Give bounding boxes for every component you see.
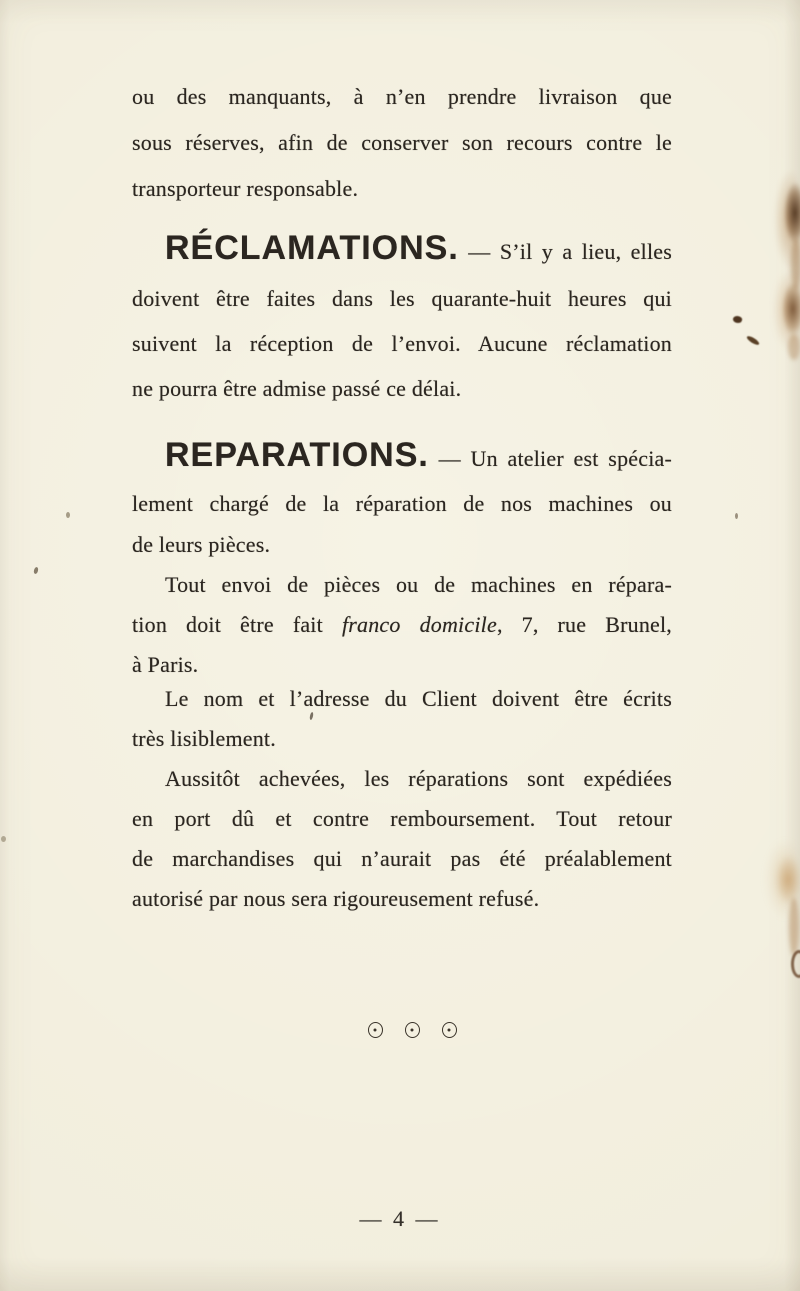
paper-stain bbox=[789, 898, 799, 956]
paper-stain bbox=[774, 170, 800, 270]
page-text-block bbox=[132, 0, 672, 919]
circled-dot-ornament-icon bbox=[442, 1022, 457, 1038]
section-heading-line bbox=[132, 427, 672, 483]
ornament-row bbox=[142, 1022, 682, 1038]
paper-speck bbox=[735, 513, 738, 519]
text-line: de marchandises qui n’aurait pas été préalablement bbox=[132, 846, 672, 871]
heading-tail-text: — S’il y a lieu, elles bbox=[458, 239, 672, 264]
circled-dot-ornament-icon bbox=[368, 1022, 383, 1038]
paragraph-returns bbox=[132, 759, 672, 919]
paper-stain bbox=[791, 950, 800, 978]
heading-tail-text: — Un atelier est spécia- bbox=[428, 446, 672, 471]
text-line: de leurs pièces. bbox=[132, 532, 271, 557]
section-reclamations bbox=[132, 220, 672, 411]
text-line: Aussitôt achevées, les réparations sont expédiées bbox=[165, 766, 672, 791]
text-line: lement chargé de la réparation de nos machines ou bbox=[132, 491, 672, 516]
section-heading-reparations: REPARATIONS. bbox=[165, 436, 429, 474]
paragraph-shipping bbox=[132, 565, 672, 685]
text-line: en port dû et contre remboursement. Tout retour bbox=[132, 806, 672, 831]
text-line bbox=[132, 605, 672, 645]
text-line: transporteur responsable. bbox=[132, 176, 359, 201]
text-line: sous réserves, afin de conserver son recours contre le bbox=[132, 130, 672, 155]
section-heading-line bbox=[132, 220, 672, 276]
paper-stain bbox=[773, 270, 800, 350]
paper-speck bbox=[746, 335, 761, 347]
text-segment: tion doit être fait bbox=[132, 612, 342, 637]
text-line: Tout envoi de pièces ou de machines en répara- bbox=[165, 572, 672, 597]
italic-phrase-franco-domicile: franco domicile bbox=[341, 612, 497, 637]
text-line: suivent la réception de l’envoi. Aucune réclamation bbox=[132, 331, 672, 356]
paper-stain bbox=[788, 334, 800, 360]
text-line: très lisiblement. bbox=[132, 726, 276, 751]
section-heading-reclamations: RÉCLAMATIONS. bbox=[165, 229, 459, 267]
paper-speck bbox=[1, 836, 6, 842]
paragraph-address bbox=[132, 679, 672, 759]
text-line: à Paris. bbox=[132, 652, 199, 677]
paper-stain bbox=[791, 238, 800, 290]
text-segment: , 7, rue Brunel, bbox=[496, 612, 673, 637]
text-line: doivent être faites dans les quarante-huit heures qui bbox=[132, 286, 672, 311]
text-line: autorisé par nous sera rigoureusement refusé. bbox=[132, 886, 540, 911]
paper-stain bbox=[784, 182, 800, 244]
paper-stain bbox=[782, 282, 800, 336]
paper-speck bbox=[732, 315, 743, 325]
paper-stain bbox=[766, 840, 800, 918]
circled-dot-ornament-icon bbox=[405, 1022, 420, 1038]
paper-speck bbox=[66, 512, 70, 518]
paragraph-intro-continuation bbox=[132, 74, 672, 212]
text-line: Le nom et l’adresse du Client doivent être écrits bbox=[165, 686, 672, 711]
text-line: ou des manquants, à n’en prendre livraison que bbox=[132, 84, 672, 109]
text-line: ne pourra être admise passé ce délai. bbox=[132, 376, 462, 401]
paper-stain bbox=[776, 855, 800, 905]
section-reparations bbox=[132, 427, 672, 565]
page-number: — 4 — bbox=[359, 1206, 441, 1231]
paper-speck bbox=[33, 567, 39, 575]
